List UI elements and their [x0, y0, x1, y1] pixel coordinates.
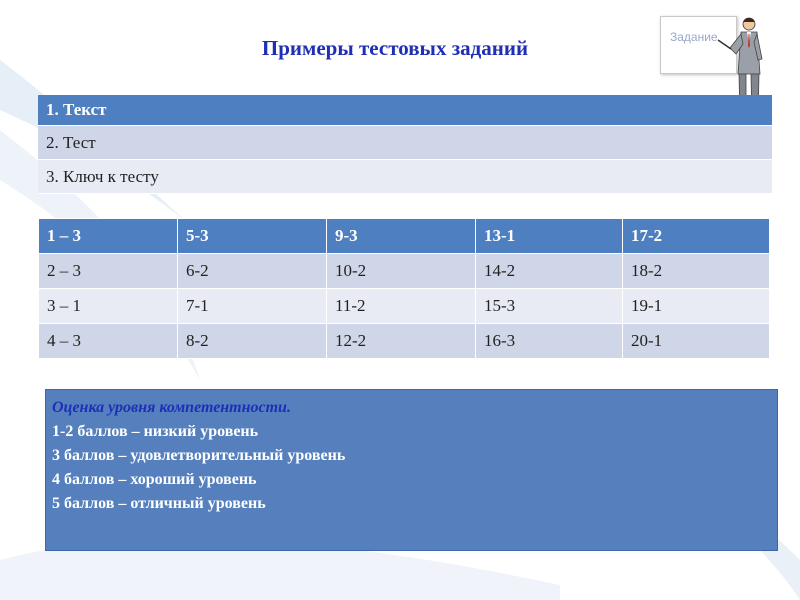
table-cell: 9-3	[327, 219, 476, 254]
zadanie-label: Задание	[670, 30, 718, 44]
table-cell: 6-2	[178, 254, 327, 289]
table-row	[39, 289, 770, 324]
list-item	[38, 160, 772, 194]
table-cell: 14-2	[476, 254, 623, 289]
table-row	[39, 324, 770, 359]
table-cell: 18-2	[623, 254, 770, 289]
table-cell: 1 – 3	[39, 219, 178, 254]
assessment-line: 1-2 баллов – низкий уровень	[52, 423, 259, 440]
list-header-text: 1. Текст	[38, 95, 772, 126]
list-header-row	[38, 95, 772, 126]
table-cell: 4 – 3	[39, 324, 178, 359]
assessment-box	[45, 389, 778, 551]
table-row	[39, 254, 770, 289]
table-cell: 13-1	[476, 219, 623, 254]
page-title: Примеры тестовых заданий	[261, 36, 529, 60]
assessment-line: 5 баллов – отличный уровень	[52, 495, 266, 512]
list-item-text: 2. Тест	[38, 126, 772, 160]
table-cell: 15-3	[476, 289, 623, 324]
answer-key-table	[38, 218, 770, 359]
table-cell: 2 – 3	[39, 254, 178, 289]
table-cell: 12-2	[327, 324, 476, 359]
list-item-text: 3. Ключ к тесту	[38, 160, 772, 194]
table-cell: 5-3	[178, 219, 327, 254]
table-cell: 16-3	[476, 324, 623, 359]
table-cell: 10-2	[327, 254, 476, 289]
table-cell: 8-2	[178, 324, 327, 359]
steps-list	[38, 95, 772, 194]
list-item	[38, 126, 772, 160]
table-cell: 7-1	[178, 289, 327, 324]
table-cell: 17-2	[623, 219, 770, 254]
table-cell: 11-2	[327, 289, 476, 324]
assessment-line: 3 баллов – удовлетворительный уровень	[52, 447, 346, 464]
assessment-line: 4 баллов – хороший уровень	[52, 471, 257, 488]
table-cell: 19-1	[623, 289, 770, 324]
table-cell: 20-1	[623, 324, 770, 359]
assessment-heading: Оценка уровня компетентности.	[52, 399, 291, 416]
table-row	[39, 219, 770, 254]
table-cell: 3 – 1	[39, 289, 178, 324]
